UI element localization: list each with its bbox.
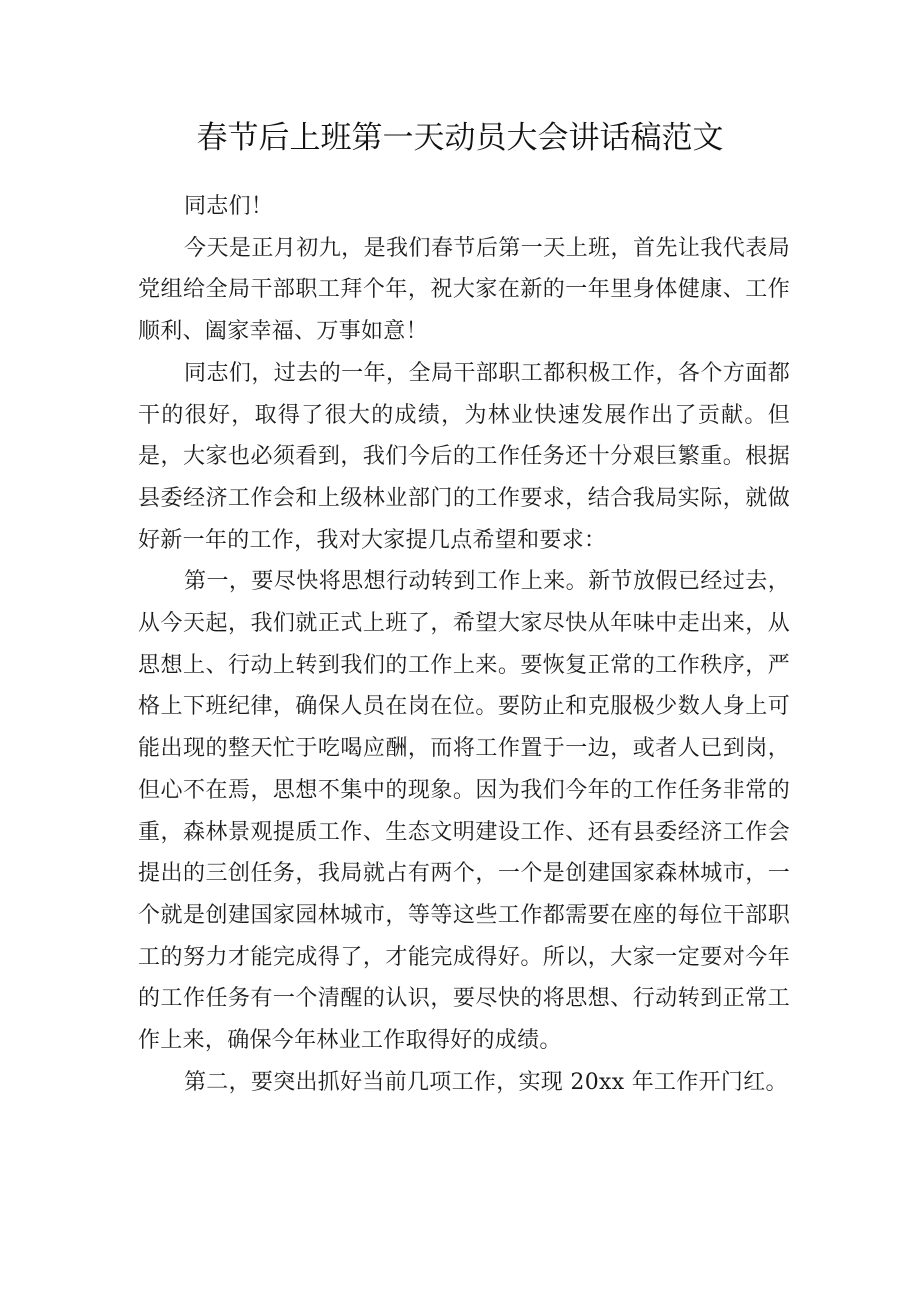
paragraph-review: 同志们，过去的一年，全局干部职工都积极工作，各个方面都干的很好，取得了很大的成绩，为林业快速发展作出了贡献。但是，大家也必须看到，我们今后的工作任务还十分艰巨繁重。根据县委经济工作会和上级林业部门的工作要求，结合我局实际，就做好新一年的工作，我对大家提几点希望和要求： <box>138 360 790 553</box>
document-title: 春节后上班第一天动员大会讲话稿范文 <box>196 120 724 156</box>
salutation: 同志们！ <box>184 194 274 219</box>
paragraph-greeting: 今天是正月初九，是我们春节后第一天上班，首先让我代表局党组给全局干部职工拜个年，祝大家在新的一年里身体健康、工作顺利、阖家幸福、万事如意！ <box>138 235 790 345</box>
paragraph-point-one: 第一，要尽快将思想行动转到工作上来。新节放假已经过去，从今天起，我们就正式上班了，希望大家尽快从年味中走出来，从思想上、行动上转到我们的工作上来。要恢复正常的工作秩序，严格上下班纪律，确保人员在岗在位。要防止和克服极少数人身上可能出现的整天忙于吃喝应酬，而将工作置于一边，或者人已到岗，但心不在焉，思想不集中的现象。因为我们今年的工作任务非常的重，森林景观提质工作、生态文明建设工作、还有县委经济工作会提出的三创任务，我局就占有两个，一个是创建国家森林城市，一个就是创建国家园林城市，等等这些工作都需要在座的每位干部职工的努力才能完成得了，才能完成得好。所以，大家一定要对今年的工作任务有一个清醒的认识，要尽快的将思想、行动转到正常工作上来，确保今年林业工作取得好的成绩。 <box>138 569 790 1054</box>
paragraph-point-two: 第二，要突出抓好当前几项工作，实现 20xx 年工作开门红。 <box>184 1069 788 1095</box>
document-body <box>138 186 790 1103</box>
